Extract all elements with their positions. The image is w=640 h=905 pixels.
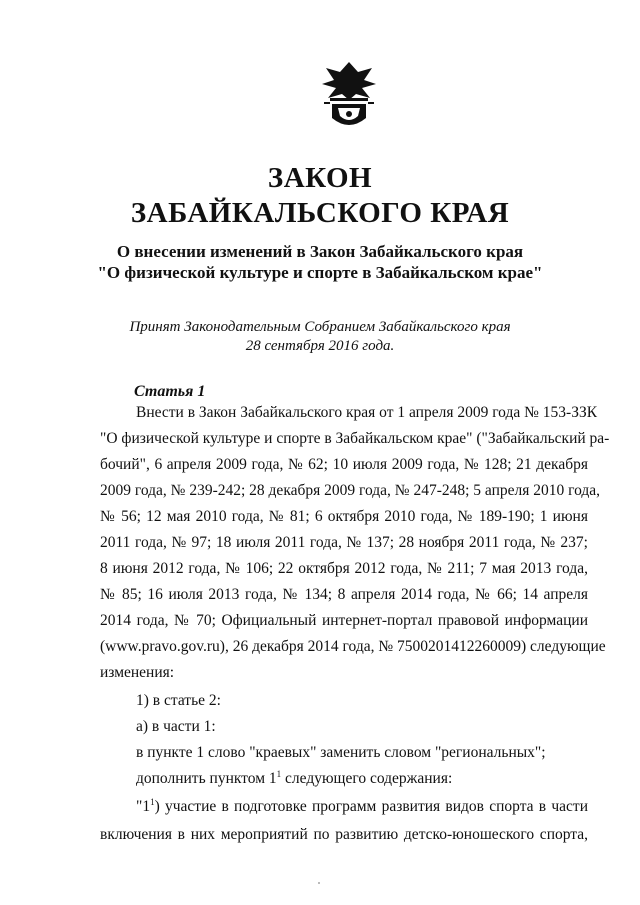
body-line: а) в части 1: — [136, 718, 216, 735]
body-line: 2009 года, № 239-242; 28 декабря 2009 года, № 247-248; 5 апреля 2010 года, — [100, 482, 601, 499]
body-line: (www.pravo.gov.ru), 26 декабря 2014 года, № 7500201412260009) следующие — [100, 638, 606, 655]
body-line-part: дополнить пунктом 1 — [136, 770, 277, 787]
superscript: 1 — [276, 769, 282, 779]
law-title: ЗАКОН — [267, 162, 373, 194]
body-line: Внести в Закон Забайкальского края от 1 апреля 2009 года № 153-ЗЗК — [136, 404, 598, 421]
body-line: № 85; 16 июля 2013 года, № 134; 8 апреля 2014 года, № 66; 14 апреля — [100, 586, 588, 603]
body-line-part: ) участие в подготовке программ развития видов спорта в части — [154, 798, 588, 815]
body-line: № 56; 12 мая 2010 года, № 81; 6 октября 2010 года, № 189-190; 1 июня — [100, 508, 588, 525]
body-line-with-sup — [136, 770, 588, 794]
body-line: 1) в статье 2: — [136, 692, 221, 709]
body-line-part: следующего содержания: — [285, 770, 453, 787]
body-line: 2014 года, № 70; Официальный интернет-портал правовой информации — [100, 612, 588, 629]
law-subtitle-line-2: "О физической культуре и спорте в Забайкальском крае" — [97, 263, 543, 282]
article-heading: Статья 1 — [134, 383, 206, 400]
body-line: 2011 года, № 97; 18 июля 2011 года, № 137; 28 ноября 2011 года, № 237; — [100, 534, 588, 551]
superscript: 1 — [150, 797, 155, 807]
law-region-title: ЗАБАЙКАЛЬСКОГО КРАЯ — [130, 197, 510, 229]
body-line: в пункте 1 слово "краевых" заменить словом "региональных"; — [136, 744, 546, 761]
coat-of-arms-icon — [318, 58, 380, 134]
body-line-part: "1 — [136, 798, 151, 815]
scan-speck — [318, 882, 320, 884]
adoption-note-line-1: Принят Законодательным Собранием Забайкальского края — [129, 319, 511, 335]
body-line: изменения: — [100, 664, 175, 681]
body-line: 8 июня 2012 года, № 106; 22 октября 2012 года, № 211; 7 мая 2013 года, — [100, 560, 588, 577]
body-line: бочий", 6 апреля 2009 года, № 62; 10 июля 2009 года, № 128; 21 декабря — [100, 456, 588, 473]
adoption-note-line-2: 28 сентября 2016 года. — [245, 338, 395, 354]
body-line: "О физической культуре и спорте в Забайкальском крае" ("Забайкальский ра- — [100, 430, 610, 447]
body-line: включения в них мероприятий по развитию детско-юношеского спорта, — [100, 826, 588, 843]
law-subtitle-line-1: О внесении изменений в Закон Забайкальского края — [116, 242, 524, 261]
body-line-with-sup — [136, 798, 588, 822]
